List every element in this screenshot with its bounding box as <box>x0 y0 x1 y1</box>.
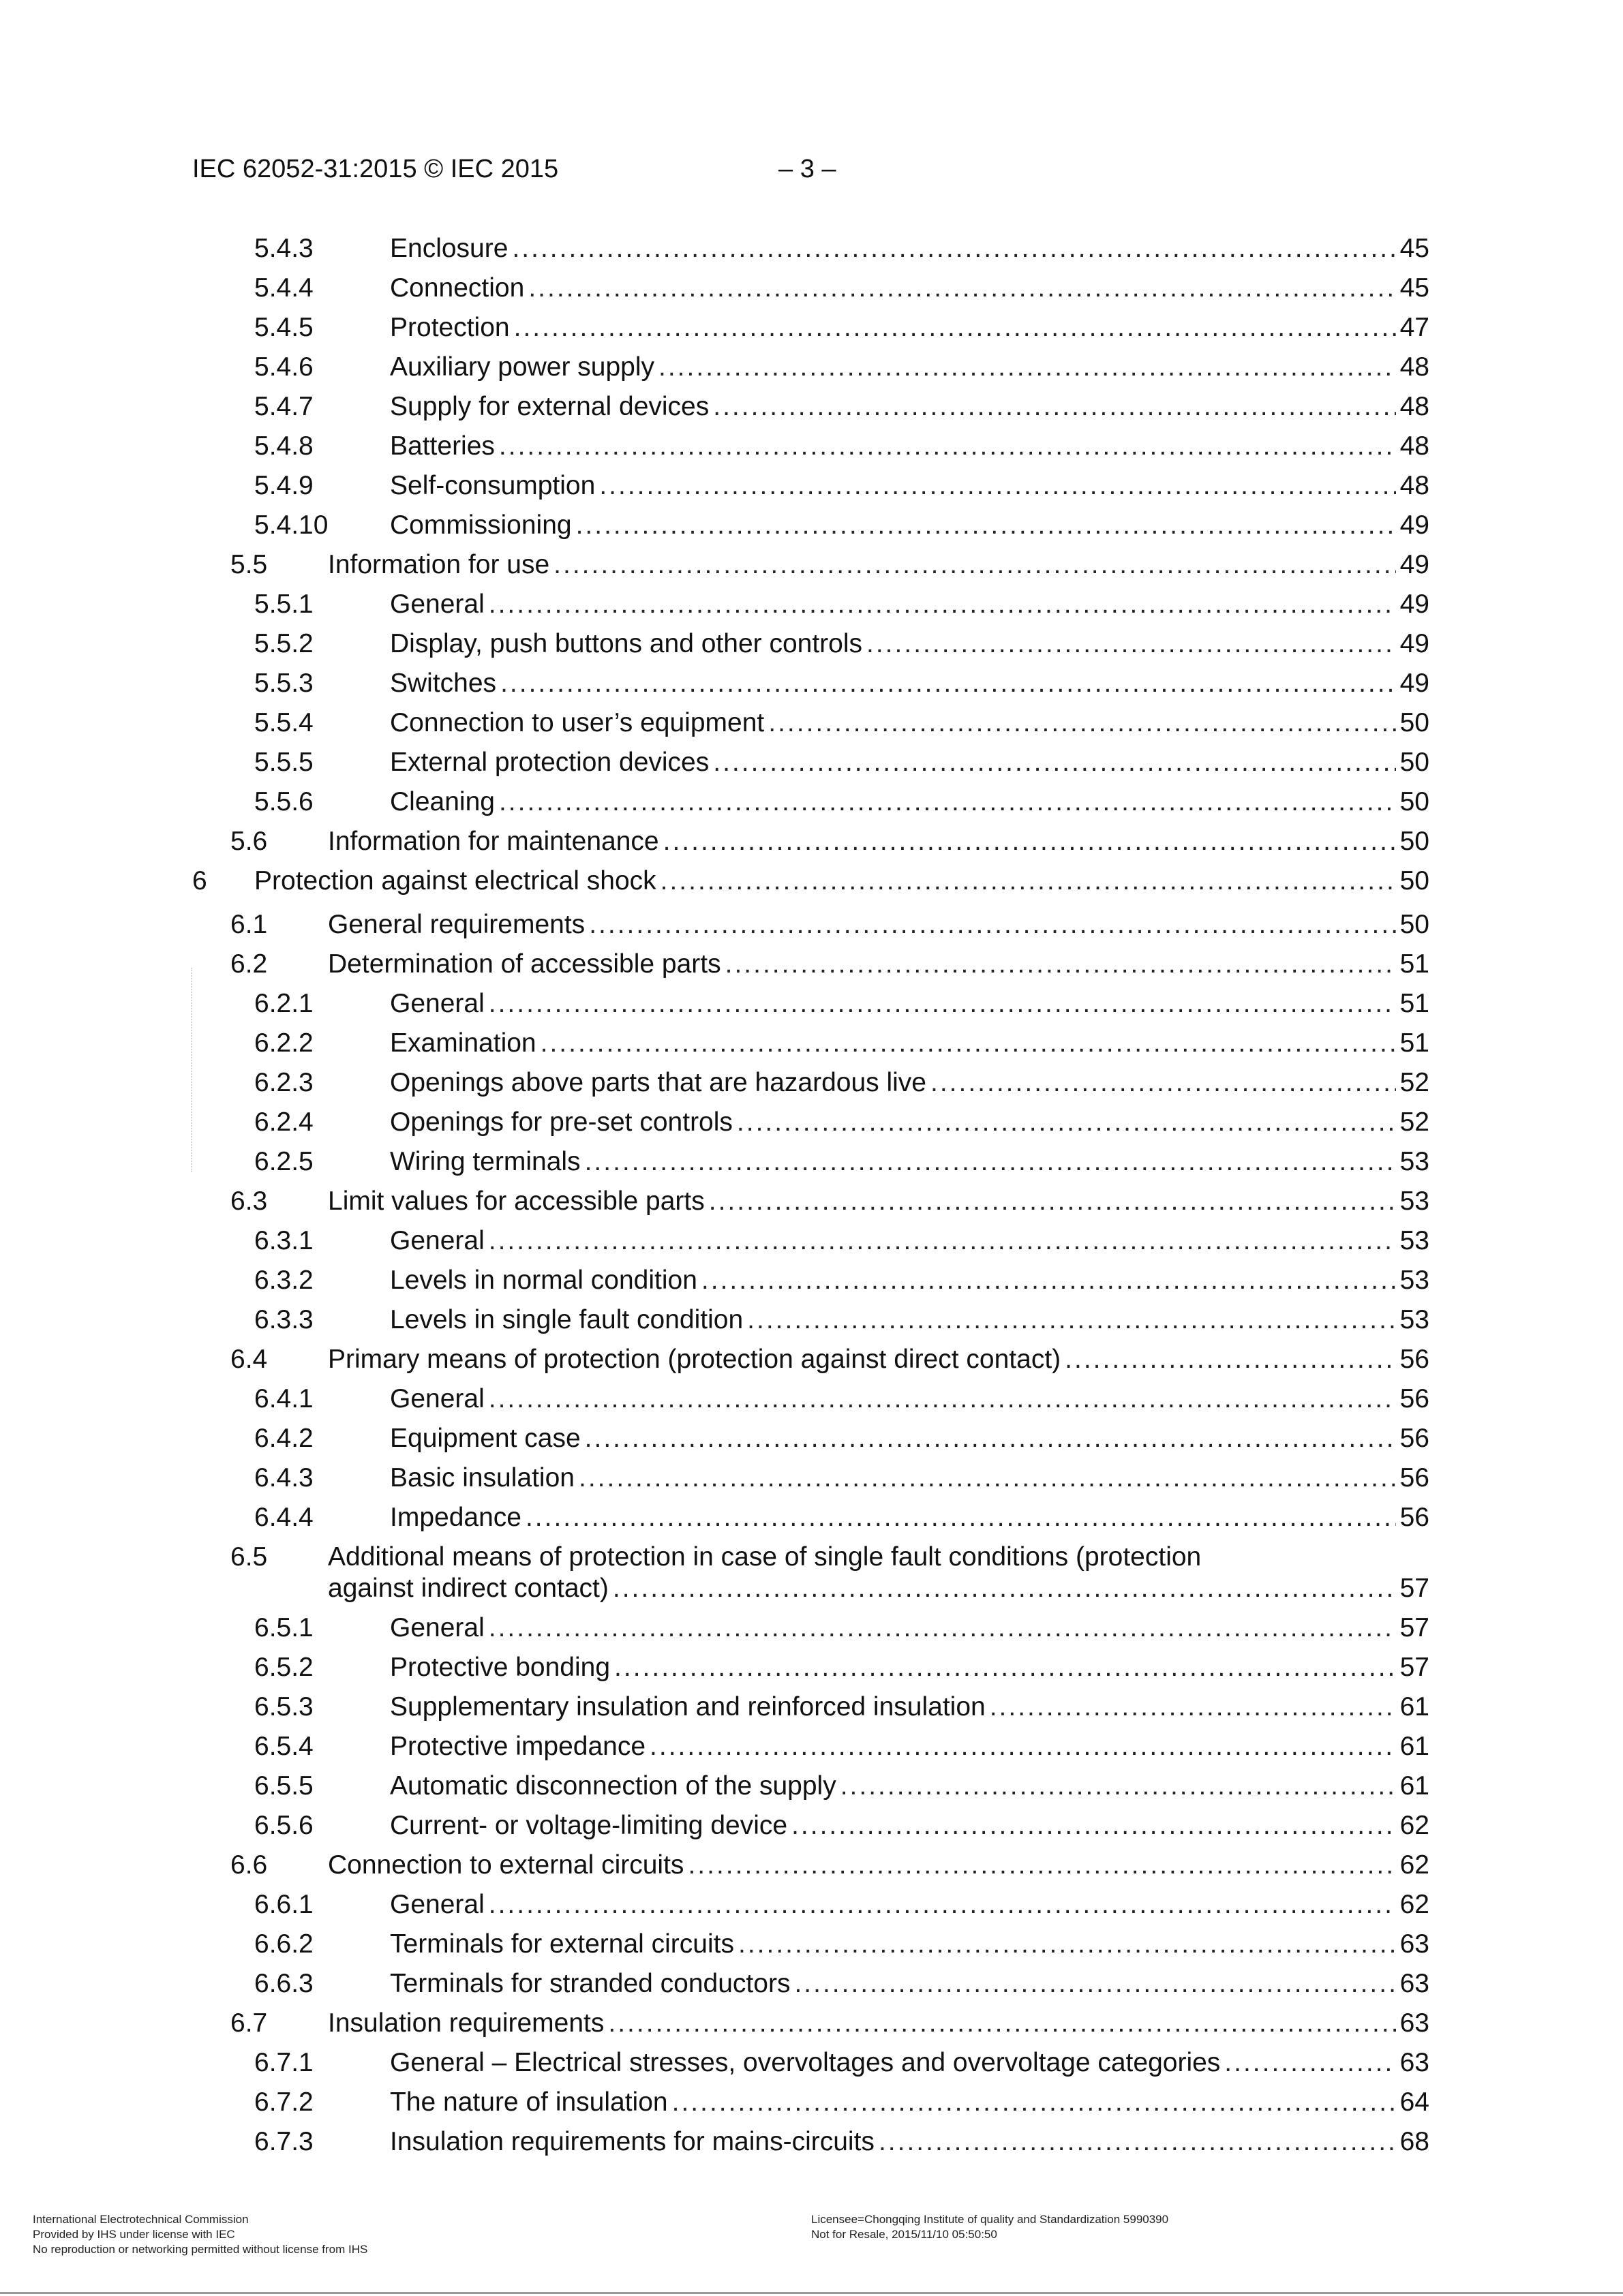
footer-licensee <box>811 2212 1168 2242</box>
toc-dot-leader <box>608 2008 1395 2039</box>
toc-dot-leader <box>650 1731 1396 1762</box>
toc-page-number: 62 <box>1399 1811 1429 1840</box>
toc-dot-leader <box>701 1265 1396 1296</box>
toc-title: Openings for pre-set controls <box>390 1107 733 1137</box>
toc-page-number: 57 <box>1399 1613 1429 1642</box>
toc-dot-leader <box>791 1810 1396 1841</box>
toc-page-number: 47 <box>1399 313 1429 342</box>
footer-line: No reproduction or networking permitted without license from IHS <box>33 2243 368 2256</box>
toc-section-number: 5.4.9 <box>254 471 314 500</box>
toc-title: Limit values for accessible parts <box>328 1187 705 1216</box>
toc-dot-leader <box>661 866 1396 897</box>
toc-section-number: 6.2.3 <box>254 1068 314 1097</box>
toc-page-number: 49 <box>1399 510 1429 540</box>
toc-title: Enclosure <box>390 234 509 263</box>
toc-dot-leader <box>599 470 1395 502</box>
toc-section-number: 6.2.2 <box>254 1028 314 1058</box>
toc-page-number: 57 <box>1399 1574 1429 1603</box>
toc-page-number: 48 <box>1399 392 1429 421</box>
toc-title: The nature of insulation <box>390 2087 668 2117</box>
toc-title: Impedance <box>390 1503 521 1532</box>
toc-section-number: 5.6 <box>230 827 268 856</box>
toc-page-number: 53 <box>1399 1147 1429 1176</box>
toc-title: Basic insulation <box>390 1463 575 1493</box>
toc-title: Examination <box>390 1028 536 1058</box>
toc-dot-leader <box>585 1146 1396 1178</box>
toc-section-number: 6.2 <box>230 949 268 979</box>
toc-title: against indirect contact) <box>328 1574 609 1603</box>
toc-page-number: 68 <box>1399 2127 1429 2156</box>
toc-page-number: 53 <box>1399 1266 1429 1295</box>
toc-section-number: 6.5.1 <box>254 1613 314 1642</box>
toc-section-number: 6.5 <box>230 1542 268 1572</box>
toc-page-number: 51 <box>1399 989 1429 1018</box>
toc-dot-leader <box>526 1502 1396 1533</box>
toc-title: Connection to external circuits <box>328 1850 684 1880</box>
toc-page-number: 53 <box>1399 1226 1429 1255</box>
toc-section-number: 6.1 <box>230 910 268 939</box>
toc-page-number: 57 <box>1399 1653 1429 1682</box>
toc-page-number: 56 <box>1399 1345 1429 1374</box>
toc-dot-leader <box>990 1692 1396 1723</box>
toc-title: Cleaning <box>390 787 495 816</box>
toc-page-number: 64 <box>1399 2087 1429 2117</box>
toc-page-number: 49 <box>1399 550 1429 579</box>
toc-page-number: 50 <box>1399 827 1429 856</box>
toc-title: Self-consumption <box>390 471 596 500</box>
toc-title: General <box>390 590 485 619</box>
toc-page-number: 61 <box>1399 1692 1429 1721</box>
toc-title: Protection against electrical shock <box>254 866 656 896</box>
toc-dot-leader <box>576 510 1396 541</box>
toc-title: General – Electrical stresses, overvoltages and overvoltage categories <box>390 2048 1221 2077</box>
toc-section-number: 6.4.1 <box>254 1384 314 1413</box>
toc-page-number: 53 <box>1399 1187 1429 1216</box>
toc-title: Connection to user’s equipment <box>390 708 765 737</box>
toc-page-number: 61 <box>1399 1732 1429 1761</box>
toc-section-number: 6.6.1 <box>254 1890 314 1919</box>
toc-page-number: 63 <box>1399 1969 1429 1998</box>
toc-dot-leader <box>553 549 1395 581</box>
toc-title: External protection devices <box>390 748 710 777</box>
toc-dot-leader <box>589 909 1395 940</box>
footer-provider <box>33 2212 367 2257</box>
toc-dot-leader <box>489 589 1396 620</box>
toc-dot-leader <box>514 312 1396 343</box>
toc-page-number: 49 <box>1399 669 1429 698</box>
toc-dot-leader <box>541 1028 1396 1059</box>
toc-section-number: 5.5.6 <box>254 787 314 816</box>
toc-title: Commissioning <box>390 510 572 540</box>
toc-title: Terminals for stranded conductors <box>390 1969 791 1998</box>
toc-title: Determination of accessible parts <box>328 949 721 979</box>
toc-page-number: 49 <box>1399 590 1429 619</box>
toc-section-number: 5.4.4 <box>254 273 314 303</box>
toc-section-number: 6.7.1 <box>254 2048 314 2077</box>
toc-title: General <box>390 1226 485 1255</box>
toc-dot-leader <box>866 628 1396 660</box>
toc-dot-leader <box>738 1929 1396 1960</box>
toc-page-number: 45 <box>1399 234 1429 263</box>
toc-section-number: 5.5 <box>230 550 268 579</box>
toc-dot-leader <box>489 1383 1396 1415</box>
toc-page-number: 63 <box>1399 2048 1429 2077</box>
toc-page-number: 52 <box>1399 1107 1429 1137</box>
toc-dot-leader <box>512 233 1395 264</box>
toc-page-number: 50 <box>1399 910 1429 939</box>
toc-section-number: 6.5.6 <box>254 1811 314 1840</box>
toc-title: Automatic disconnection of the supply <box>390 1771 836 1801</box>
toc-page-number: 49 <box>1399 629 1429 658</box>
toc-section-number: 5.5.3 <box>254 669 314 698</box>
toc-title: Insulation requirements <box>328 2008 605 2038</box>
toc-page-number: 48 <box>1399 431 1429 461</box>
toc-title: Levels in single fault condition <box>390 1305 744 1334</box>
toc-page-number: 48 <box>1399 471 1429 500</box>
toc-title-first-line: Additional means of protection in case of single fault conditions (protection <box>328 1542 1202 1572</box>
toc-dot-leader <box>489 1225 1396 1257</box>
toc-page-number: 63 <box>1399 1929 1429 1959</box>
toc-page-number: 62 <box>1399 1850 1429 1880</box>
toc-section-number: 6.4.4 <box>254 1503 314 1532</box>
toc-page-number: 48 <box>1399 352 1429 382</box>
toc-dot-leader <box>840 1771 1396 1802</box>
toc-title: Openings above parts that are hazardous live <box>390 1068 926 1097</box>
toc-dot-leader <box>879 2126 1396 2158</box>
toc-section-number: 5.4.5 <box>254 313 314 342</box>
toc-section-number: 5.5.4 <box>254 708 314 737</box>
toc-dot-leader <box>709 1186 1396 1217</box>
toc-section-number: 6.7 <box>230 2008 268 2038</box>
toc-section-number: 6.7.2 <box>254 2087 314 2117</box>
toc-dot-leader <box>713 747 1395 778</box>
toc-section-number: 6.5.5 <box>254 1771 314 1801</box>
toc-title: General <box>390 989 485 1018</box>
toc-title: Information for use <box>328 550 550 579</box>
toc-title: Protective bonding <box>390 1653 611 1682</box>
toc-dot-leader <box>579 1463 1396 1494</box>
toc-section-number: 6 <box>192 866 207 896</box>
toc-title: Equipment case <box>390 1424 581 1453</box>
toc-dot-leader <box>499 431 1396 462</box>
toc-page-number: 50 <box>1399 708 1429 737</box>
toc-dot-leader <box>613 1573 1396 1604</box>
footer-line: Licensee=Chongqing Institute of quality and Standardization 5990390 <box>811 2213 1169 2226</box>
toc-dot-leader <box>747 1304 1395 1336</box>
toc-title: Display, push buttons and other controls <box>390 629 863 658</box>
toc-section-number: 5.4.6 <box>254 352 314 382</box>
toc-section-number: 6.5.2 <box>254 1653 314 1682</box>
toc-section-number: 5.4.3 <box>254 234 314 263</box>
toc-section-number: 6.5.4 <box>254 1732 314 1761</box>
toc-page-number: 51 <box>1399 1028 1429 1058</box>
toc-section-number: 6.6.2 <box>254 1929 314 1959</box>
toc-page-number: 63 <box>1399 2008 1429 2038</box>
toc-section-number: 6.4.3 <box>254 1463 314 1493</box>
toc-section-number: 6.2.1 <box>254 989 314 1018</box>
footer-line: Not for Resale, 2015/11/10 05:50:50 <box>811 2228 997 2241</box>
toc-page-number: 53 <box>1399 1305 1429 1334</box>
toc-section-number: 6.3.1 <box>254 1226 314 1255</box>
toc-title: Information for maintenance <box>328 827 659 856</box>
toc-page-number: 50 <box>1399 748 1429 777</box>
toc-title: General <box>390 1384 485 1413</box>
toc-dot-leader <box>1065 1344 1395 1375</box>
toc-title: Levels in normal condition <box>390 1266 697 1295</box>
toc-page-number: 56 <box>1399 1384 1429 1413</box>
toc-section-number: 5.5.2 <box>254 629 314 658</box>
toc-section-number: 6.6 <box>230 1850 268 1880</box>
toc-title: Protective impedance <box>390 1732 646 1761</box>
toc-dot-leader <box>663 826 1396 857</box>
toc-section-number: 6.7.3 <box>254 2127 314 2156</box>
toc-title: General requirements <box>328 910 586 939</box>
toc-dot-leader <box>489 1612 1396 1644</box>
footer-line: Provided by IHS under license with IEC <box>33 2228 235 2241</box>
toc-page-number: 61 <box>1399 1771 1429 1801</box>
toc-page-number: 56 <box>1399 1503 1429 1532</box>
toc-title: General <box>390 1613 485 1642</box>
toc-page-number: 50 <box>1399 866 1429 896</box>
toc-page-number: 52 <box>1399 1068 1429 1097</box>
toc-dot-leader <box>688 1850 1395 1881</box>
toc-section-number: 6.5.3 <box>254 1692 314 1721</box>
toc-dot-leader <box>489 988 1396 1020</box>
toc-page-number: 51 <box>1399 949 1429 979</box>
toc-title: Current- or voltage-limiting device <box>390 1811 788 1840</box>
toc-title: Supplementary insulation and reinforced insulation <box>390 1692 986 1721</box>
toc-title: Switches <box>390 669 497 698</box>
toc-title: Protection <box>390 313 510 342</box>
toc-section-number: 5.4.7 <box>254 392 314 421</box>
page-bottom-edge <box>0 2292 1623 2294</box>
toc-dot-leader <box>768 707 1395 739</box>
toc-title: Supply for external devices <box>390 392 710 421</box>
toc-section-number: 6.3.3 <box>254 1305 314 1334</box>
toc-page-number: 45 <box>1399 273 1429 303</box>
scan-artifact-marks <box>191 968 195 1172</box>
toc-title: Auxiliary power supply <box>390 352 655 382</box>
toc-section-number: 5.5.5 <box>254 748 314 777</box>
toc-dot-leader <box>794 1968 1395 2000</box>
toc-title: General <box>390 1890 485 1919</box>
toc-section-number: 6.4 <box>230 1345 268 1374</box>
toc-page-number: 56 <box>1399 1463 1429 1493</box>
toc-section-number: 6.3.2 <box>254 1266 314 1295</box>
toc-section-number: 6.2.5 <box>254 1147 314 1176</box>
toc-dot-leader <box>930 1067 1396 1099</box>
toc-dot-leader <box>725 949 1396 980</box>
toc-dot-leader <box>585 1423 1396 1454</box>
toc-section-number: 6.6.3 <box>254 1969 314 1998</box>
toc-title: Wiring terminals <box>390 1147 581 1176</box>
toc-title: Insulation requirements for mains-circuits <box>390 2127 875 2156</box>
toc-dot-leader <box>658 352 1396 383</box>
toc-dot-leader <box>672 2087 1396 2118</box>
toc-title: Primary means of protection (protection against direct contact) <box>328 1345 1061 1374</box>
toc-page-number: 62 <box>1399 1890 1429 1919</box>
toc-dot-leader <box>528 273 1395 304</box>
toc-dot-leader <box>1224 2047 1395 2079</box>
toc-title: Terminals for external circuits <box>390 1929 734 1959</box>
toc-dot-leader <box>499 786 1396 818</box>
toc-dot-leader <box>614 1652 1396 1683</box>
toc-section-number: 5.4.8 <box>254 431 314 461</box>
toc-dot-leader <box>737 1107 1396 1138</box>
toc-dot-leader <box>713 391 1395 423</box>
toc-section-number: 5.4.10 <box>254 510 329 540</box>
toc-section-number: 6.2.4 <box>254 1107 314 1137</box>
toc-section-number: 6.4.2 <box>254 1424 314 1453</box>
toc-section-number: 5.5.1 <box>254 590 314 619</box>
toc-section-number: 6.3 <box>230 1187 268 1216</box>
toc-dot-leader <box>500 668 1396 699</box>
footer-line: International Electrotechnical Commission <box>33 2213 249 2226</box>
toc-title: Batteries <box>390 431 495 461</box>
toc-title: Connection <box>390 273 525 303</box>
toc-page-number: 56 <box>1399 1424 1429 1453</box>
document-id-header: IEC 62052-31:2015 © IEC 2015 <box>192 155 559 183</box>
toc-page-number: 50 <box>1399 787 1429 816</box>
page-number: – 3 – <box>778 155 836 183</box>
toc-dot-leader <box>489 1889 1396 1920</box>
